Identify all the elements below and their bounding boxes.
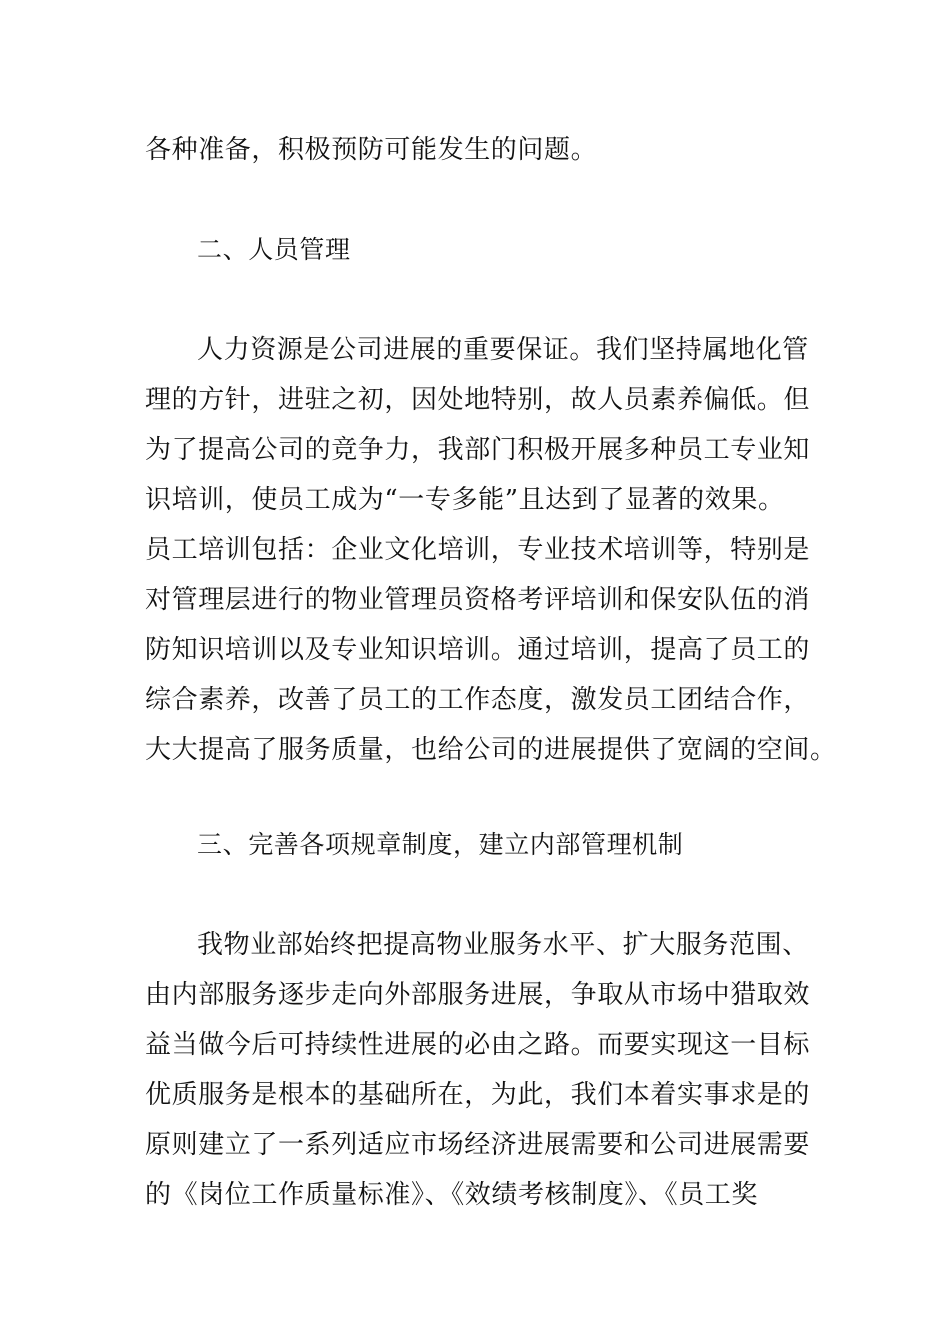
- paragraph-line: 为了提高公司的竞争力，我部门积极开展多种员工专业知: [145, 435, 811, 465]
- paragraph-line: 优质服务是根本的基础所在，为此，我们本着实事求是的: [145, 1080, 811, 1110]
- paragraph-line: 对管理层进行的物业管理员资格考评培训和保安队伍的消: [145, 585, 811, 615]
- section-heading-regulations: 三、完善各项规章制度，建立内部管理机制: [197, 830, 684, 859]
- paragraph-line: 我物业部始终把提高物业服务水平、扩大服务范围、: [197, 930, 809, 960]
- paragraph-line: 理的方针，进驻之初，因处地特别，故人员素养偏低。但: [145, 385, 811, 415]
- paragraph-line: 大大提高了服务质量，也给公司的进展提供了宽阔的空间。: [145, 735, 837, 765]
- paragraph-line: 各种准备，积极预防可能发生的问题。: [145, 135, 598, 165]
- paragraph-line: 识培训，使员工成为“一专多能”且达到了显著的效果。: [145, 485, 785, 515]
- section-heading-personnel: 二、人员管理: [197, 235, 351, 264]
- paragraph-line: 防知识培训以及专业知识培训。通过培训，提高了员工的: [145, 635, 811, 665]
- paragraph-line: 原则建立了一系列适应市场经济进展需要和公司进展需要: [145, 1130, 811, 1160]
- paragraph-line: 的《岗位工作质量标准》、《效绩考核制度》、《员工奖: [145, 1180, 759, 1210]
- paragraph-line: 人力资源是公司进展的重要保证。我们坚持属地化管: [197, 335, 809, 365]
- paragraph-line: 综合素养，改善了员工的工作态度，激发员工团结合作，: [145, 685, 811, 715]
- paragraph-line: 员工培训包括：企业文化培训，专业技术培训等，特别是: [145, 535, 811, 565]
- paragraph-line: 由内部服务逐步走向外部服务进展，争取从市场中猎取效: [145, 980, 811, 1010]
- paragraph-line: 益当做今后可持续性进展的必由之路。而要实现这一目标: [145, 1030, 811, 1060]
